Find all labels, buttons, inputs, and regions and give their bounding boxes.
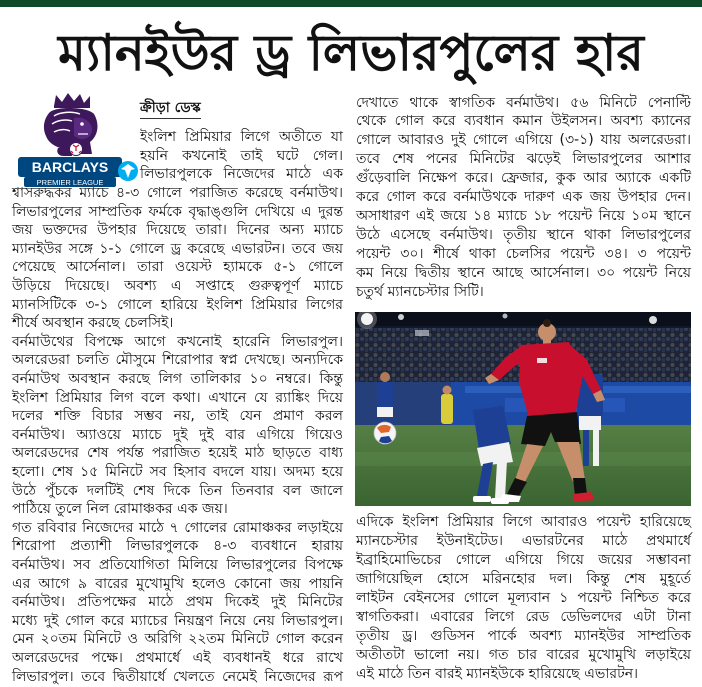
text-line: ম্যানইউর সঙ্গে ১-১ গোলে ড্র করেছে এভারটন। তবে জয়	[12, 240, 343, 257]
text-line: এই মাঠে তিন বারই ম্যানইউকে হারিয়েছে এভারটন।	[356, 665, 639, 682]
text-line: দলের শক্তি বিচার সম্ভব নয়, তাই যেন প্রমাণ করল	[12, 408, 343, 425]
byline: ক্রীড়া ডেস্ক	[140, 99, 201, 119]
text-line: শিরোপা প্রত্যাশী লিভারপুলকে ৪-৩ ব্যবধানে হারায়	[12, 538, 343, 555]
text-line: থেকে গোল করে ব্যবধান কমান উইলসন। অবশ্য ক্যানের	[356, 113, 691, 130]
text-line: এর আগে ৯ বারের মুখোমুখি হলেও কোনো জয় পায়নি	[12, 575, 343, 592]
text-line: মেন ২০তম মিনিটে ও অরিগি ২২তম মিনিটে গোল করেন	[12, 631, 343, 648]
logo-league-text: PREMIER LEAGUE	[36, 178, 104, 187]
text-line: শীর্ষে অবস্থান করছে চেলসিই।	[12, 315, 174, 332]
text-line: শ্বাসরুদ্ধকর ম্যাচে ৪-৩ গোলে পরাজিত করেছে বর্নমাউথ।	[12, 185, 343, 202]
text-line: অলরেডরা চলতি মৌসুমে শিরোপার স্বপ্ন দেখছে। অন্যদিকে	[12, 352, 343, 369]
text-line: জাগিয়েছিল হোসে মরিনহোর দল। কিন্তু শেষ মুহূর্তে	[356, 570, 691, 587]
article-column-right-top	[356, 94, 691, 304]
text-line: তৃতীয় ড্র। গুডিসন পার্কে অবশ্য ম্যানইউর সাম্প্রতিক	[356, 627, 691, 644]
text-line: হলো। শেষ ১৫ মিনিটে সব হিসাব বদলে যায়। অদম্য হয়ে	[12, 464, 343, 481]
text-line: মধ্যে দুই গোল করে ম্যাচের নিয়ন্ত্রণ নিয়ে নেয় লিভারপুল।	[12, 612, 343, 629]
text-line: লিভারপুল। তবে দ্বিতীয়ার্ধে খেলতে নেমেই নিজেদের রূপ	[12, 668, 343, 685]
text-line: বর্নমাউথ। অ্যাওয়ে ম্যাচে দুই দুই বার এগিয়ে গিয়েও	[12, 426, 343, 443]
text-line: ইংলিশ প্রিমিয়ার লিগ বলে কথা। এখানে যে র‌্যাঙ্কিং দিয়ে	[12, 389, 343, 406]
text-line: লিভারপুলকে নিজেদের মাঠে এক	[140, 166, 343, 183]
text-line: লাইটন বেইনসের গোলে মূল্যবান ১ পয়েন্ট নিশ্চিত করে	[356, 589, 691, 606]
text-line: উড়িয়ে দিয়েছে। অবশ্য এ সপ্তাহে গুরুত্বপূর্ণ ম্যাচে	[12, 278, 343, 295]
text-line: পাঠিয়ে তুলে নিল রোমাঞ্চকর এক জয়।	[12, 501, 228, 518]
text-line: করে গোল করে বর্নমাউথকে দারুণ এক জয় উপহার দেন।	[356, 189, 691, 205]
text-line: হয়নি কখনোই তাই ঘটে গেল।	[140, 147, 343, 164]
text-line: ইব্রাহিমোভিচের গোলে এগিয়ে গিয়ে জয়ের সম্ভাবনা	[356, 551, 691, 568]
headline: ম্যানইউর ড্র লিভারপুলের হার	[58, 24, 644, 82]
text-line: অতীতটা ভালো নয়। গত চার বারের মুখোমুখি লড়াইয়ে	[356, 646, 691, 663]
text-line: লিভারপুলের সাম্প্রতিক ফর্মকে বৃদ্ধাঙ্গুলি দেখিয়ে এ দুরন্ত	[12, 203, 343, 220]
text-line: ম্যানচেস্টার ইউনাইটেড। এভারটনের মাঠে প্রথমার্ধে	[356, 532, 691, 549]
text-line: স্বাগতিকরা। এবারের লিগে রেড ডেভিলদের এটা টানা	[356, 608, 691, 625]
text-line: উঠে এসেছে বর্নমাউথ। তৃতীয় স্থানে থাকা লিভারপুলের	[356, 226, 691, 243]
text-line: বর্নমাউথ। প্রতিপক্ষের মাঠে প্রথম দিকেই দুই মিনিটের	[12, 594, 343, 611]
article-column-left	[12, 128, 343, 686]
text-line: কম নিয়ে দ্বিতীয় স্থানে আছে আর্সেনাল। ৩০ পয়েন্ট নিয়ে	[356, 264, 691, 281]
article-column-right-bottom	[356, 513, 691, 685]
text-line: গুঁড়েবালি নিক্ষেপ করে। ফ্রেজার, কুক আর অ্যাকে একটি	[356, 170, 691, 187]
text-line: বর্নমাউথ অবস্থান করছে লিগ তালিকার ১০ নম্বরে। কিন্তু	[12, 371, 343, 388]
text-line: গত রবিবার নিজেদের মাঠে ৭ গোলের রোমাঞ্চকর লড়াইয়ে	[12, 519, 343, 536]
text-line: পেয়েছে আর্সেনাল। তারা ওয়েস্ট হ্যামকে ৫-১ গোলে	[12, 259, 343, 276]
article-photo	[355, 312, 691, 506]
text-line: অসাধারণ এই জয়ে ১৪ ম্যাচে ১৮ পয়েন্ট নিয়ে ১০ম স্থানে	[356, 207, 691, 224]
text-line: চতুর্থ ম্যানচেস্টার সিটি।	[356, 283, 484, 300]
text-line: বর্নমাউথের বিপক্ষে আগে কখনোই হারেনি লিভারপুল।	[12, 333, 343, 350]
text-line: তবে শেষ পনের মিনিটের ঝড়েই লিভারপুলের আশার	[356, 151, 691, 168]
text-line: অলরেডদের শেষ পর্যন্ত পরাজিত হয়েই মাঠ ছাড়তে বাধ্য	[12, 445, 343, 462]
text-line: এদিকে ইংলিশ প্রিমিয়ার লিগে আবারও পয়েন্ট হারিয়েছে	[356, 513, 691, 530]
text-line: ম্যানসিটিকে ৩-১ গোলে হারিয়ে ইংলিশ প্রিমিয়ার লিগের	[12, 296, 343, 313]
text-line: বর্নমাউথ। সব প্রতিযোগিতা মিলিয়ে লিভারপুলের বিপক্ষে	[12, 557, 343, 574]
text-line: পয়েন্ট ৩০। শীর্ষে থাকা চেলসির পয়েন্ট ৩৪। ৩ পয়েন্ট	[356, 245, 691, 262]
text-line: দেখাতে থাকে স্বাগতিক বর্নমাউথ। ৫৬ মিনিটে পেনাল্টি	[356, 94, 691, 111]
text-line: জয় ভক্তদের উপহার দিয়েছে তারা। দিনের অন্য ম্যাচে	[12, 222, 343, 239]
masthead-band	[0, 0, 702, 7]
text-line: গোলে আবারও দুই গোলে এগিয়ে (৩-১) যায় অলরেডরা।	[356, 132, 691, 149]
text-line: উঠে পুঁচকে দলটিই শেষ দিকে তিন তিনবার বল জালে	[12, 482, 343, 499]
football-icon	[374, 422, 396, 444]
steward	[441, 386, 453, 425]
text-line: অলরেডদের পক্ষে। প্রথমার্ধে এই ব্যবধানই ধরে রাখে	[12, 650, 343, 667]
text-line: ইংলিশ প্রিমিয়ার লিগে অতীতে যা	[140, 129, 343, 146]
logo-sponsor-text: BARCLAYS	[31, 159, 109, 175]
